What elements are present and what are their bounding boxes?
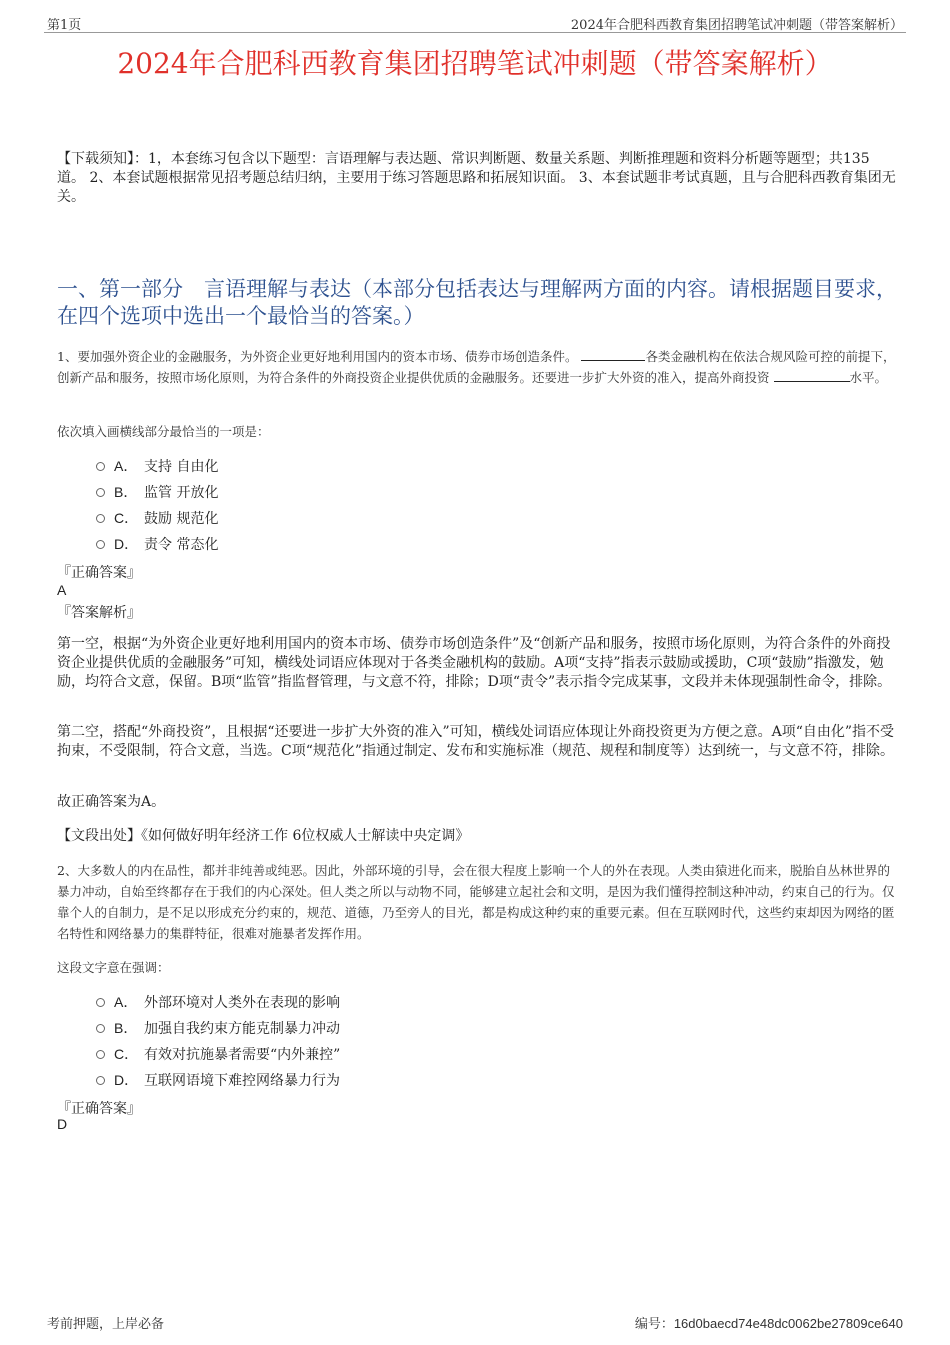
question-2-option-d[interactable] bbox=[96, 1070, 340, 1090]
option-letter: B． bbox=[114, 1020, 138, 1036]
option-text: 监管 开放化 bbox=[144, 485, 219, 501]
document-title: 2024年合肥科西教育集团招聘笔试冲刺题（带答案解析） bbox=[117, 47, 833, 80]
question-1-option-d[interactable] bbox=[96, 534, 218, 554]
option-text: 支持 自由化 bbox=[144, 459, 219, 475]
option-letter: D． bbox=[114, 1072, 139, 1088]
question-1-analysis-1: 第一空，根据“为外资企业更好地利用国内的资本市场、债券市场创造条件”及“创新产品和服务，按照市场化原则，为符合条件的外商投资企业提供优质的金融服务”可知，横线处词语应体现对于各类金融机构的鼓励。A项“支持”指表示鼓励或援助，C项“鼓励”指激发，勉励，均符合文意，保留。B项“监管”指监督管理，与文意不符，排除；D项“责令”表示指令完成某事，文段并未体现强制性命令，排除。 bbox=[57, 636, 892, 690]
download-notice: 【下载须知】：1，本套练习包含以下题型：言语理解与表达题、常识判断题、数量关系题、判断推理题和资料分析题等题型；共135道。 2、本套试题根据常见招考题总结归纳，主要用于练习答题思路和拓展知识面。 3、本套试题非考试真题，且与合肥科西教育集团无关。 bbox=[57, 151, 896, 205]
option-letter: B． bbox=[114, 484, 138, 500]
question-2-prompt: 这段文字意在强调： bbox=[57, 960, 170, 975]
question-2-option-a[interactable] bbox=[96, 992, 340, 1012]
radio-icon[interactable] bbox=[96, 1024, 105, 1033]
radio-icon[interactable] bbox=[96, 514, 105, 523]
option-letter: A． bbox=[114, 994, 138, 1010]
option-text: 互联网语境下难控网络暴力行为 bbox=[144, 1073, 340, 1089]
blank-1 bbox=[581, 348, 645, 361]
question-1-analysis-2: 第二空，搭配“外商投资”，且根据“还要进一步扩大外资的准入”可知，横线处词语应体现让外商投资更为方便之意。A项“自由化”指不受拘束，不受限制，符合文意，当选。C项“规范化”指通过制定、发布和实施标准（规范、规程和制度等）达到统一，与文意不符，排除。 bbox=[57, 724, 895, 759]
question-1-analysis-label: 『答案解析』 bbox=[57, 605, 141, 621]
question-1-option-a[interactable] bbox=[96, 456, 218, 476]
radio-icon[interactable] bbox=[96, 1076, 105, 1085]
question-1-prompt: 依次填入画横线部分最恰当的一项是： bbox=[57, 424, 270, 439]
footer-serial bbox=[635, 1313, 903, 1332]
radio-icon[interactable] bbox=[96, 488, 105, 497]
header-divider bbox=[44, 32, 906, 33]
footer-code-label: 编号： bbox=[634, 1317, 674, 1332]
option-letter: C． bbox=[114, 510, 139, 526]
option-text: 有效对抗施暴者需要“内外兼控” bbox=[144, 1047, 341, 1063]
blank-2 bbox=[774, 369, 850, 382]
option-letter: C． bbox=[114, 1046, 139, 1062]
option-letter: D． bbox=[114, 536, 139, 552]
footer-code: 16d0baecd74e48dc0062be27809ce640 bbox=[673, 1316, 903, 1331]
question-2-option-b[interactable] bbox=[96, 1018, 340, 1038]
question-1-option-c[interactable] bbox=[96, 508, 218, 528]
question-2-stem: 2、大多数人的内在品性，都并非纯善或纯恶。因此，外部环境的引导，会在很大程度上影响一个人的外在表现。人类由猿进化而来，脱胎自丛林世界的暴力冲动，自始至终都存在于我们的内心深处。但人类之所以与动物不同，能够建立起社会和文明，是因为我们懂得控制这种冲动，约束自己的行为。仅靠个人的自制力，是不足以形成充分约束的，规范、道德，乃至旁人的目光，都是构成这种约束的重要元素。但在互联网时代，这些约束却因为网络的匿名特性和网络暴力的集群特征，很难对施暴者发挥作用。 bbox=[57, 863, 895, 941]
question-1-text-b: 各类金融机构在依法合规风险可控的前提下，创新产品和服务，按照市场化原则，为符合条件的外商投资企业提供优质的金融服务。还要进一步扩大外资的准入，提高外商投资 bbox=[57, 349, 896, 385]
radio-icon[interactable] bbox=[96, 462, 105, 471]
question-1-stem bbox=[57, 346, 897, 388]
radio-icon[interactable] bbox=[96, 998, 105, 1007]
page-number: 第1页 bbox=[47, 18, 82, 33]
question-2-option-c[interactable] bbox=[96, 1044, 340, 1064]
radio-icon[interactable] bbox=[96, 1050, 105, 1059]
question-1-conclusion: 故正确答案为A。 bbox=[57, 794, 166, 810]
section-heading: 一、第一部分 言语理解与表达（本部分包括表达与理解两方面的内容。请根据题目要求，在四个选项中选出一个最恰当的答案。） bbox=[57, 277, 897, 328]
option-text: 加强自我约束方能克制暴力冲动 bbox=[144, 1021, 340, 1037]
question-1-answer-label: 『正确答案』 bbox=[57, 565, 141, 581]
option-text: 责令 常态化 bbox=[144, 537, 219, 553]
question-2-answer-label: 『正确答案』 bbox=[57, 1101, 141, 1117]
question-2-answer: D bbox=[57, 1116, 68, 1132]
option-text: 外部环境对人类外在表现的影响 bbox=[144, 995, 340, 1011]
radio-icon[interactable] bbox=[96, 540, 105, 549]
option-text: 鼓励 规范化 bbox=[144, 511, 219, 527]
question-1-answer: A bbox=[57, 582, 67, 598]
footer-slogan: 考前押题，上岸必备 bbox=[47, 1317, 165, 1332]
question-1-text-a: 1、要加强外资企业的金融服务，为外资企业更好地利用国内的资本市场、债券市场创造条件。 bbox=[57, 349, 578, 364]
question-1-text-c: 水平。 bbox=[849, 370, 888, 385]
header-doc-title: 2024年合肥科西教育集团招聘笔试冲刺题（带答案解析） bbox=[570, 18, 903, 33]
question-1-source: 【文段出处】《如何做好明年经济工作 6位权威人士解读中央定调》 bbox=[57, 828, 470, 844]
question-1-option-b[interactable] bbox=[96, 482, 218, 502]
option-letter: A． bbox=[114, 458, 138, 474]
